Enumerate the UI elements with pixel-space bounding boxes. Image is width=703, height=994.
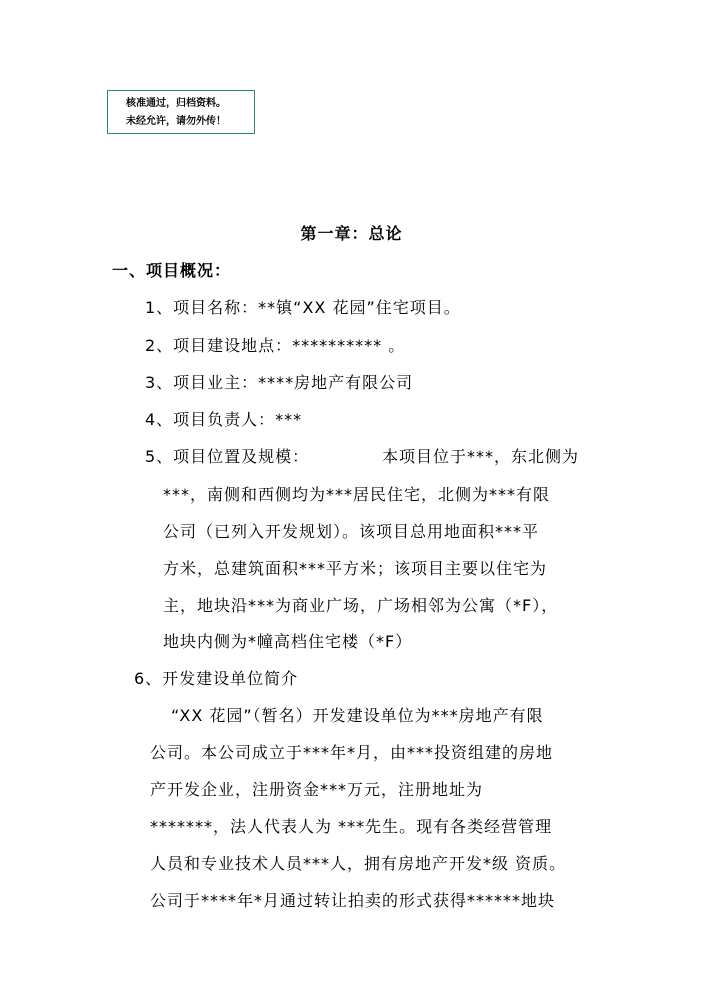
para-line-4: *******，法人代表人为 ***先生。现有各类经营管理 [150, 817, 553, 836]
item-position-line-5: 主，地块沿***为商业广场，广场相邻为公寓（*F）， [163, 596, 559, 615]
item-position-line-4: 方米，总建筑面积***平方米；该项目主要以住宅为 [163, 559, 548, 578]
chapter-title: 第一章：总论 [300, 224, 403, 243]
item-developer-intro: 6、开发建设单位简介 [134, 669, 299, 688]
item-project-owner: 3、项目业主：****房地产有限公司 [145, 373, 414, 392]
section-title: 一、项目概况： [112, 261, 232, 280]
para-line-3: 产开发企业，注册资金***万元，注册地址为 [150, 780, 484, 799]
stamp-line-2: 未经允许，请勿外传！ [126, 116, 226, 127]
item-project-manager: 4、项目负责人：*** [145, 410, 303, 429]
item-project-location: 2、项目建设地点：********** 。 [145, 336, 406, 355]
para-line-5: 人员和专业技术人员***人，拥有房地产开发*级 资质。 [150, 854, 567, 873]
item-position-line-2: ***，南侧和西侧均为***居民住宅，北侧为***有限 [163, 485, 551, 504]
item-project-name: 1、项目名称：**镇“XX 花园”住宅项目。 [145, 298, 461, 317]
item-position-label: 5、项目位置及规模： [145, 447, 310, 466]
stamp-line-1: 核准通过，归档资料。 [126, 98, 226, 109]
item-position-line-6: 地块内侧为*幢高档住宅楼（*F） [163, 632, 413, 651]
para-line-1: “XX 花园”（暂名）开发建设单位为***房地产有限 [171, 706, 544, 725]
item-position-line-3: 公司（已列入开发规划）。该项目总用地面积***平 [163, 522, 540, 541]
item-position-text: 本项目位于***，东北侧为 [382, 447, 580, 466]
para-line-6: 公司于****年*月通过转让拍卖的形式获得******地块 [150, 891, 556, 910]
para-line-2: 公司。本公司成立于***年*月，由***投资组建的房地 [150, 743, 554, 762]
approval-stamp [107, 90, 255, 134]
